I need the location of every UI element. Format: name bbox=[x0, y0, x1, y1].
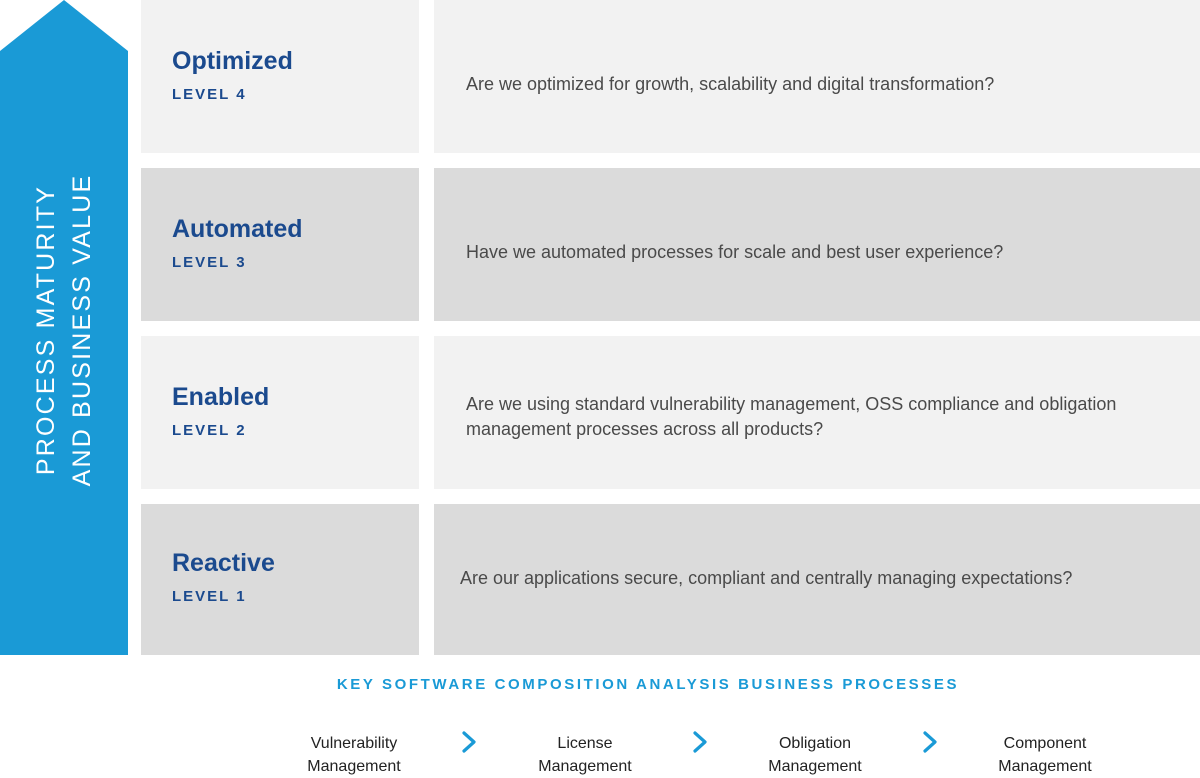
level-card-4 bbox=[141, 0, 419, 153]
level-question: Are we optimized for growth, scalability and digital transformation? bbox=[466, 74, 995, 94]
level-row-4 bbox=[0, 0, 1200, 153]
process-line1: Component bbox=[1003, 735, 1087, 752]
process-line1: License bbox=[557, 735, 613, 752]
process-item-vulnerability bbox=[264, 732, 444, 778]
process-line1: Obligation bbox=[778, 735, 852, 752]
level-number: LEVEL 3 bbox=[172, 254, 247, 271]
key-processes-title: KEY SOFTWARE COMPOSITION ANALYSIS BUSINESS PROCESSES bbox=[336, 676, 960, 693]
level-number: LEVEL 2 bbox=[172, 422, 247, 439]
chevron-right-icon bbox=[691, 730, 709, 754]
process-line2: Management bbox=[768, 758, 862, 775]
level-question-card-3 bbox=[434, 168, 1200, 321]
process-line2: Management bbox=[307, 758, 401, 775]
level-title: Reactive bbox=[172, 549, 275, 577]
level-question-card-4 bbox=[434, 0, 1200, 153]
process-line2: Management bbox=[538, 758, 632, 775]
level-question: Are our applications secure, compliant and centrally managing expectations? bbox=[460, 568, 1073, 588]
level-question-card-2 bbox=[434, 336, 1200, 489]
arrow-label-line1: PROCESS MATURITY bbox=[32, 184, 60, 476]
level-row-1 bbox=[0, 504, 1200, 655]
level-number: LEVEL 4 bbox=[172, 86, 247, 103]
process-item-license bbox=[495, 732, 675, 778]
level-row-3 bbox=[0, 168, 1200, 321]
chevron-right-icon bbox=[460, 730, 478, 754]
level-question: Have we automated processes for scale and best user experience? bbox=[466, 242, 1004, 262]
level-card-2 bbox=[141, 336, 419, 489]
level-number: LEVEL 1 bbox=[172, 588, 247, 605]
level-row-2 bbox=[0, 336, 1200, 489]
level-title: Automated bbox=[172, 215, 303, 243]
process-item-obligation bbox=[725, 732, 905, 778]
level-card-1 bbox=[141, 504, 419, 655]
chevron-right-icon bbox=[921, 730, 939, 754]
process-line2: Management bbox=[998, 758, 1092, 775]
level-card-3 bbox=[141, 168, 419, 321]
process-line1: Vulnerability bbox=[310, 735, 398, 752]
level-question-card-1 bbox=[434, 504, 1200, 655]
process-item-component bbox=[955, 732, 1135, 778]
arrow-label-line2: AND BUSINESS VALUE bbox=[68, 173, 96, 487]
level-question: Are we using standard vulnerability management, OSS compliance and obligation management processes across all products? bbox=[466, 394, 1117, 439]
level-title: Enabled bbox=[172, 383, 270, 411]
level-title: Optimized bbox=[172, 47, 293, 75]
